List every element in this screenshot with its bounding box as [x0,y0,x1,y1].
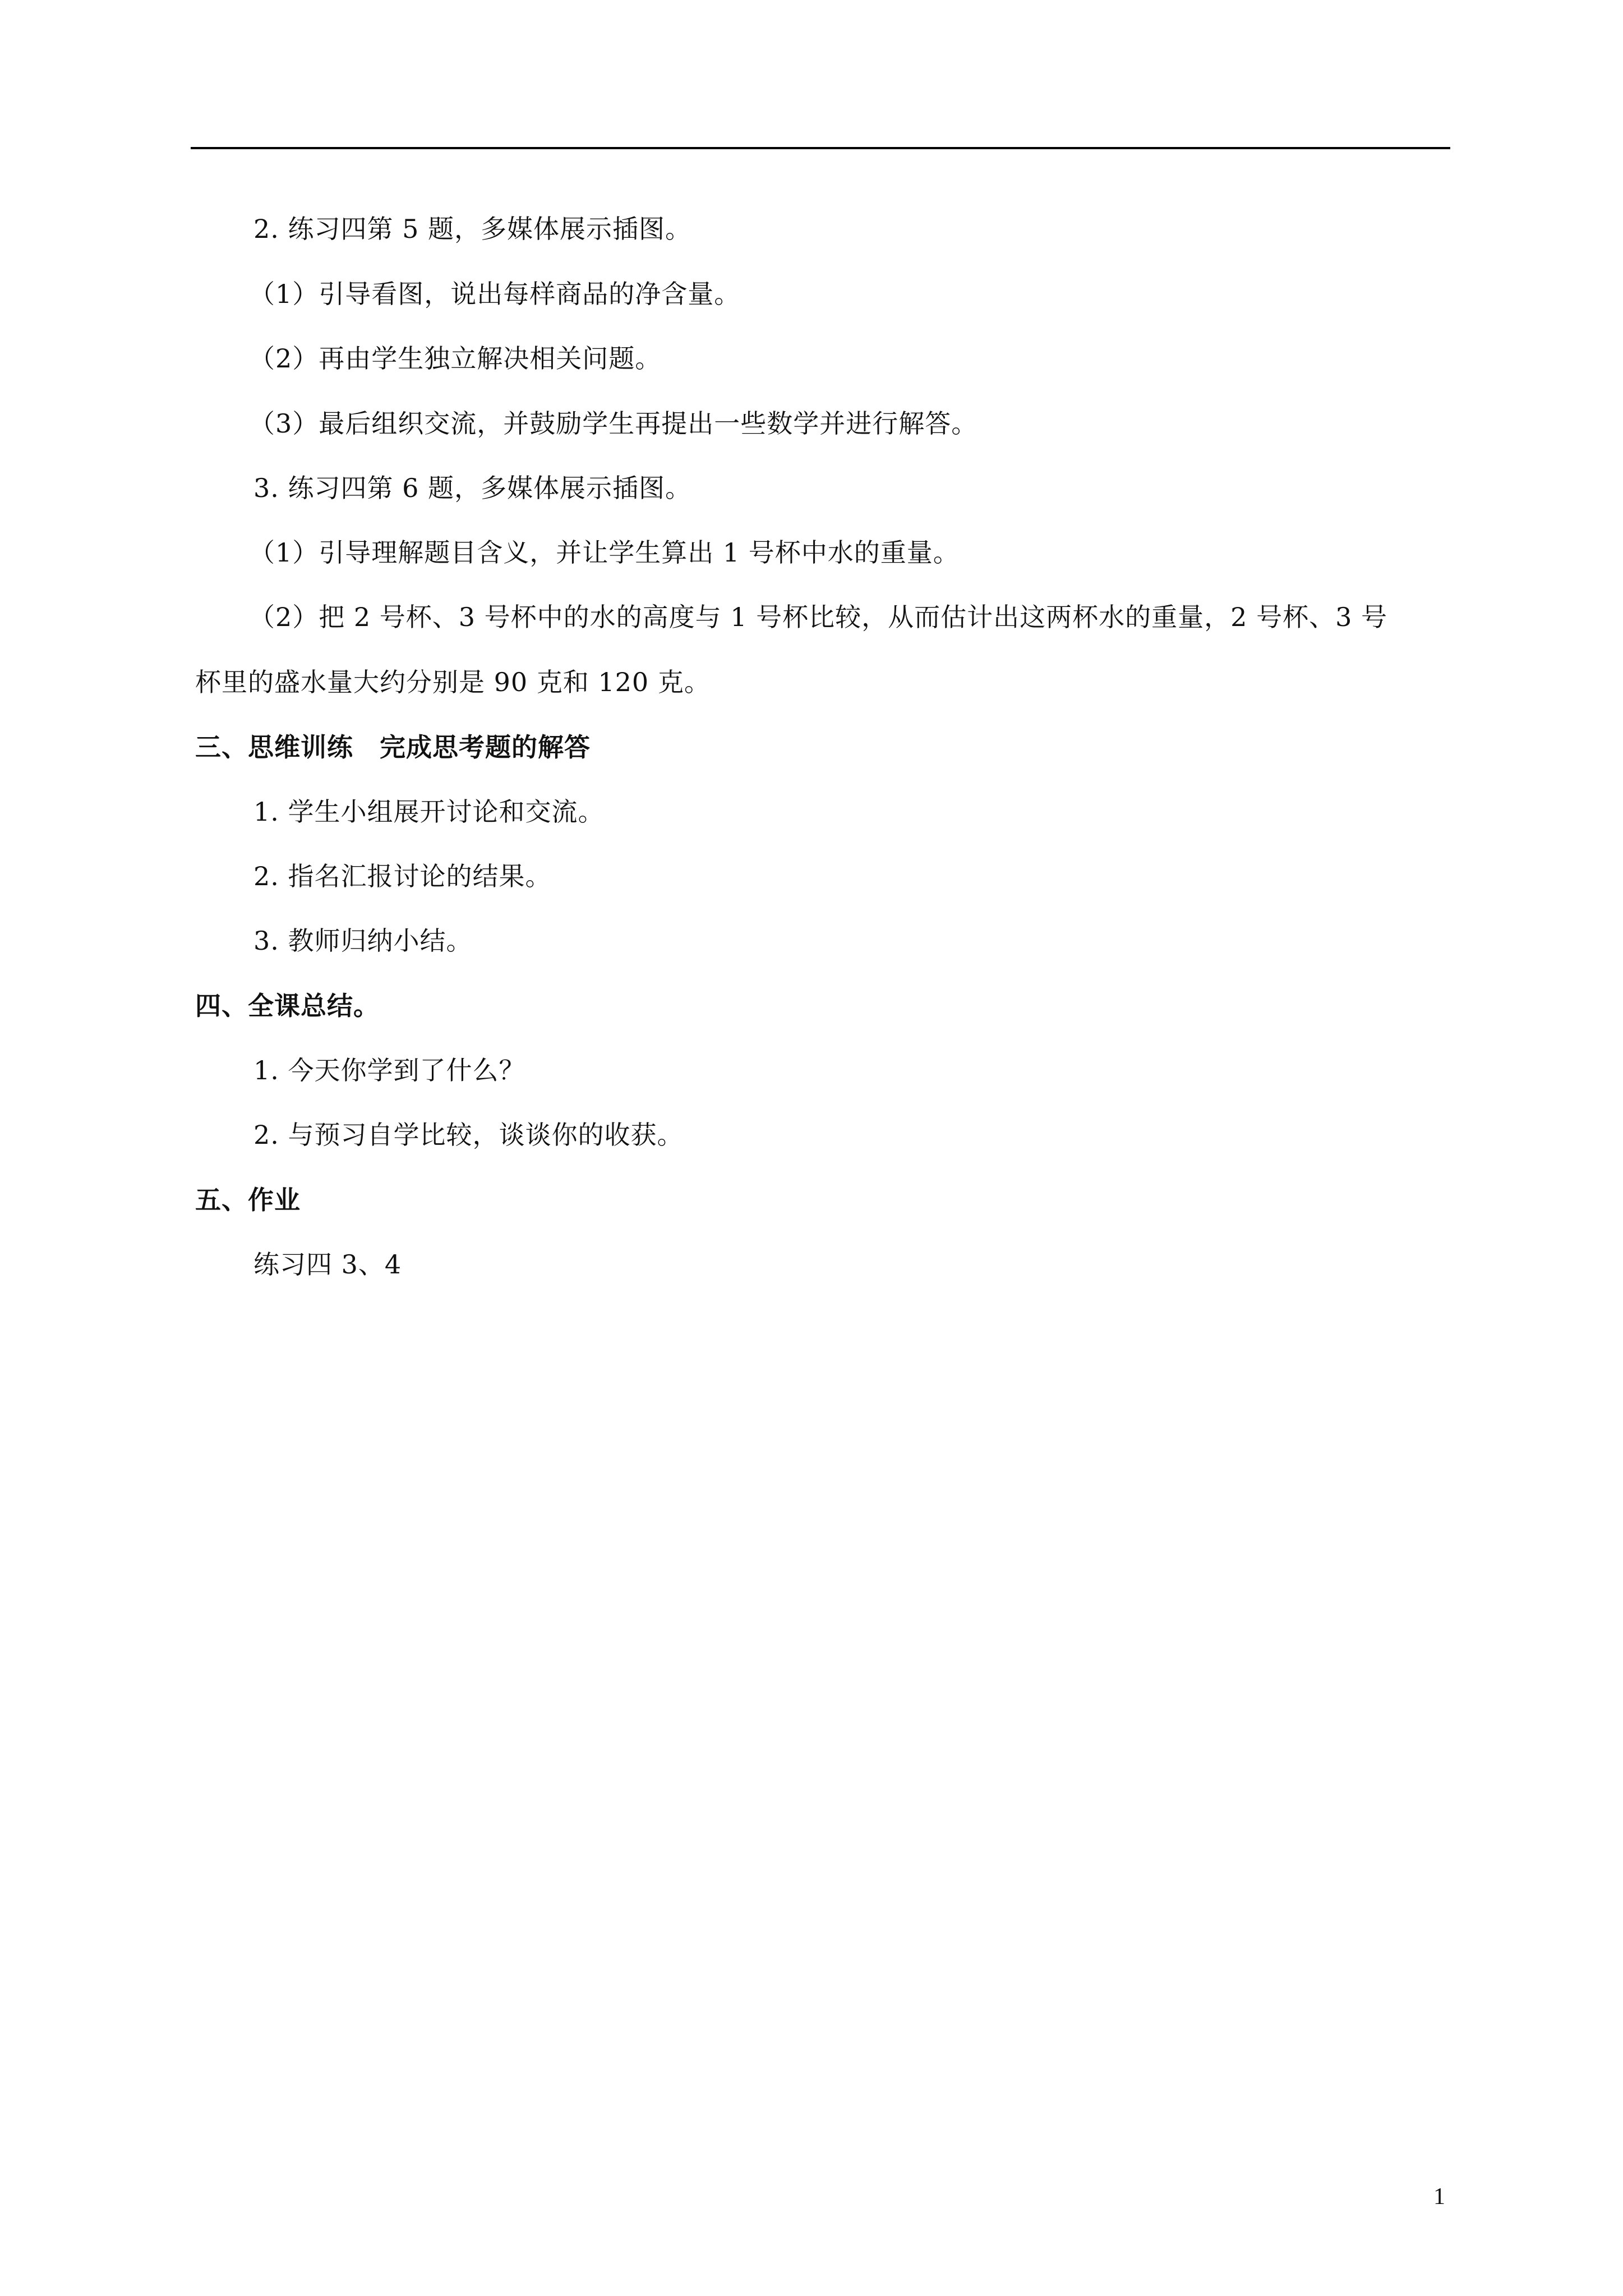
exercise-5-step-1: （1）引导看图，说出每样商品的净含量。 [249,279,741,309]
homework-text: 练习四 3、4 [253,1249,402,1280]
thinking-item-2: 2. 指名汇报讨论的结果。 [253,861,552,891]
exercise-6-step-2-continued: 杯里的盛水量大约分别是 90 克和 120 克。 [195,667,711,697]
exercise-6-item: 3. 练习四第 6 题，多媒体展示插图。 [253,473,692,503]
exercise-5-item: 2. 练习四第 5 题，多媒体展示插图。 [253,214,692,244]
section-heading-thinking-training: 三、思维训练 完成思考题的解答 [195,732,591,762]
section-heading-homework: 五、作业 [195,1185,301,1215]
exercise-5-step-3: （3）最后组织交流，并鼓励学生再提出一些数学并进行解答。 [249,408,978,439]
header-rule [191,147,1450,149]
page-number: 1 [1433,2184,1445,2210]
exercise-6-step-1: （1）引导理解题目含义，并让学生算出 1 号杯中水的重量。 [249,537,960,568]
exercise-6-step-2: （2）把 2 号杯、3 号杯中的水的高度与 1 号杯比较，从而估计出这两杯水的重量，2 号杯、3 号 [249,602,1387,632]
summary-item-1: 1. 今天你学到了什么？ [253,1055,525,1085]
exercise-5-step-2: （2）再由学生独立解决相关问题。 [249,343,662,374]
summary-item-2: 2. 与预习自学比较，谈谈你的收获。 [253,1120,684,1150]
thinking-item-3: 3. 教师归纳小结。 [253,926,473,956]
thinking-item-1: 1. 学生小组展开讨论和交流。 [253,797,605,827]
section-heading-summary: 四、全课总结。 [195,991,380,1021]
